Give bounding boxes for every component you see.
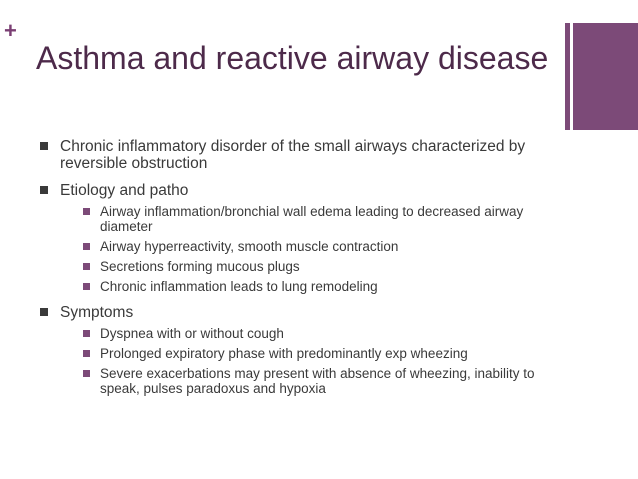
bullet-item [38, 304, 558, 396]
sub-bullet-item [82, 279, 558, 294]
bullet-text: Chronic inflammatory disorder of the small airways characterized by reversible obstruction [60, 138, 526, 172]
plus-icon: + [4, 18, 17, 43]
sub-bullet-list [60, 326, 558, 396]
sub-bullet-text: Prolonged expiratory phase with predominantly exp wheezing [100, 346, 468, 361]
sub-bullet-item [82, 346, 558, 361]
sub-bullet-list [60, 204, 558, 294]
square-bullet-icon [40, 308, 48, 316]
square-bullet-icon [83, 208, 90, 215]
sub-bullet-text: Dyspnea with or without cough [100, 326, 284, 341]
sub-bullet-text: Airway inflammation/bronchial wall edema leading to decreased airway diameter [100, 204, 524, 234]
sub-bullet-item [82, 326, 558, 341]
bullet-text: Etiology and patho [60, 182, 189, 199]
bullet-item [38, 138, 558, 172]
sub-bullet-item [82, 204, 558, 234]
square-bullet-icon [83, 263, 90, 270]
slide-title: Asthma and reactive airway disease [36, 40, 549, 76]
sub-bullet-text: Severe exacerbations may present with absence of wheezing, inability to speak, pulses paradoxus and hypoxia [100, 366, 535, 396]
square-bullet-icon [40, 186, 48, 194]
bullet-item [38, 182, 558, 294]
sub-bullet-item [82, 366, 558, 396]
square-bullet-icon [40, 142, 48, 150]
sub-bullet-text: Secretions forming mucous plugs [100, 259, 300, 274]
square-bullet-icon [83, 283, 90, 290]
bullet-text: Symptoms [60, 304, 134, 321]
sub-bullet-text: Airway hyperreactivity, smooth muscle contraction [100, 239, 399, 254]
bullet-list [38, 138, 558, 406]
square-bullet-icon [83, 330, 90, 337]
accent-bar-thick [573, 23, 638, 130]
square-bullet-icon [83, 243, 90, 250]
sub-bullet-item [82, 239, 558, 254]
square-bullet-icon [83, 350, 90, 357]
sub-bullet-item [82, 259, 558, 274]
square-bullet-icon [83, 370, 90, 377]
sub-bullet-text: Chronic inflammation leads to lung remodeling [100, 279, 378, 294]
accent-bar-thin [565, 23, 570, 130]
